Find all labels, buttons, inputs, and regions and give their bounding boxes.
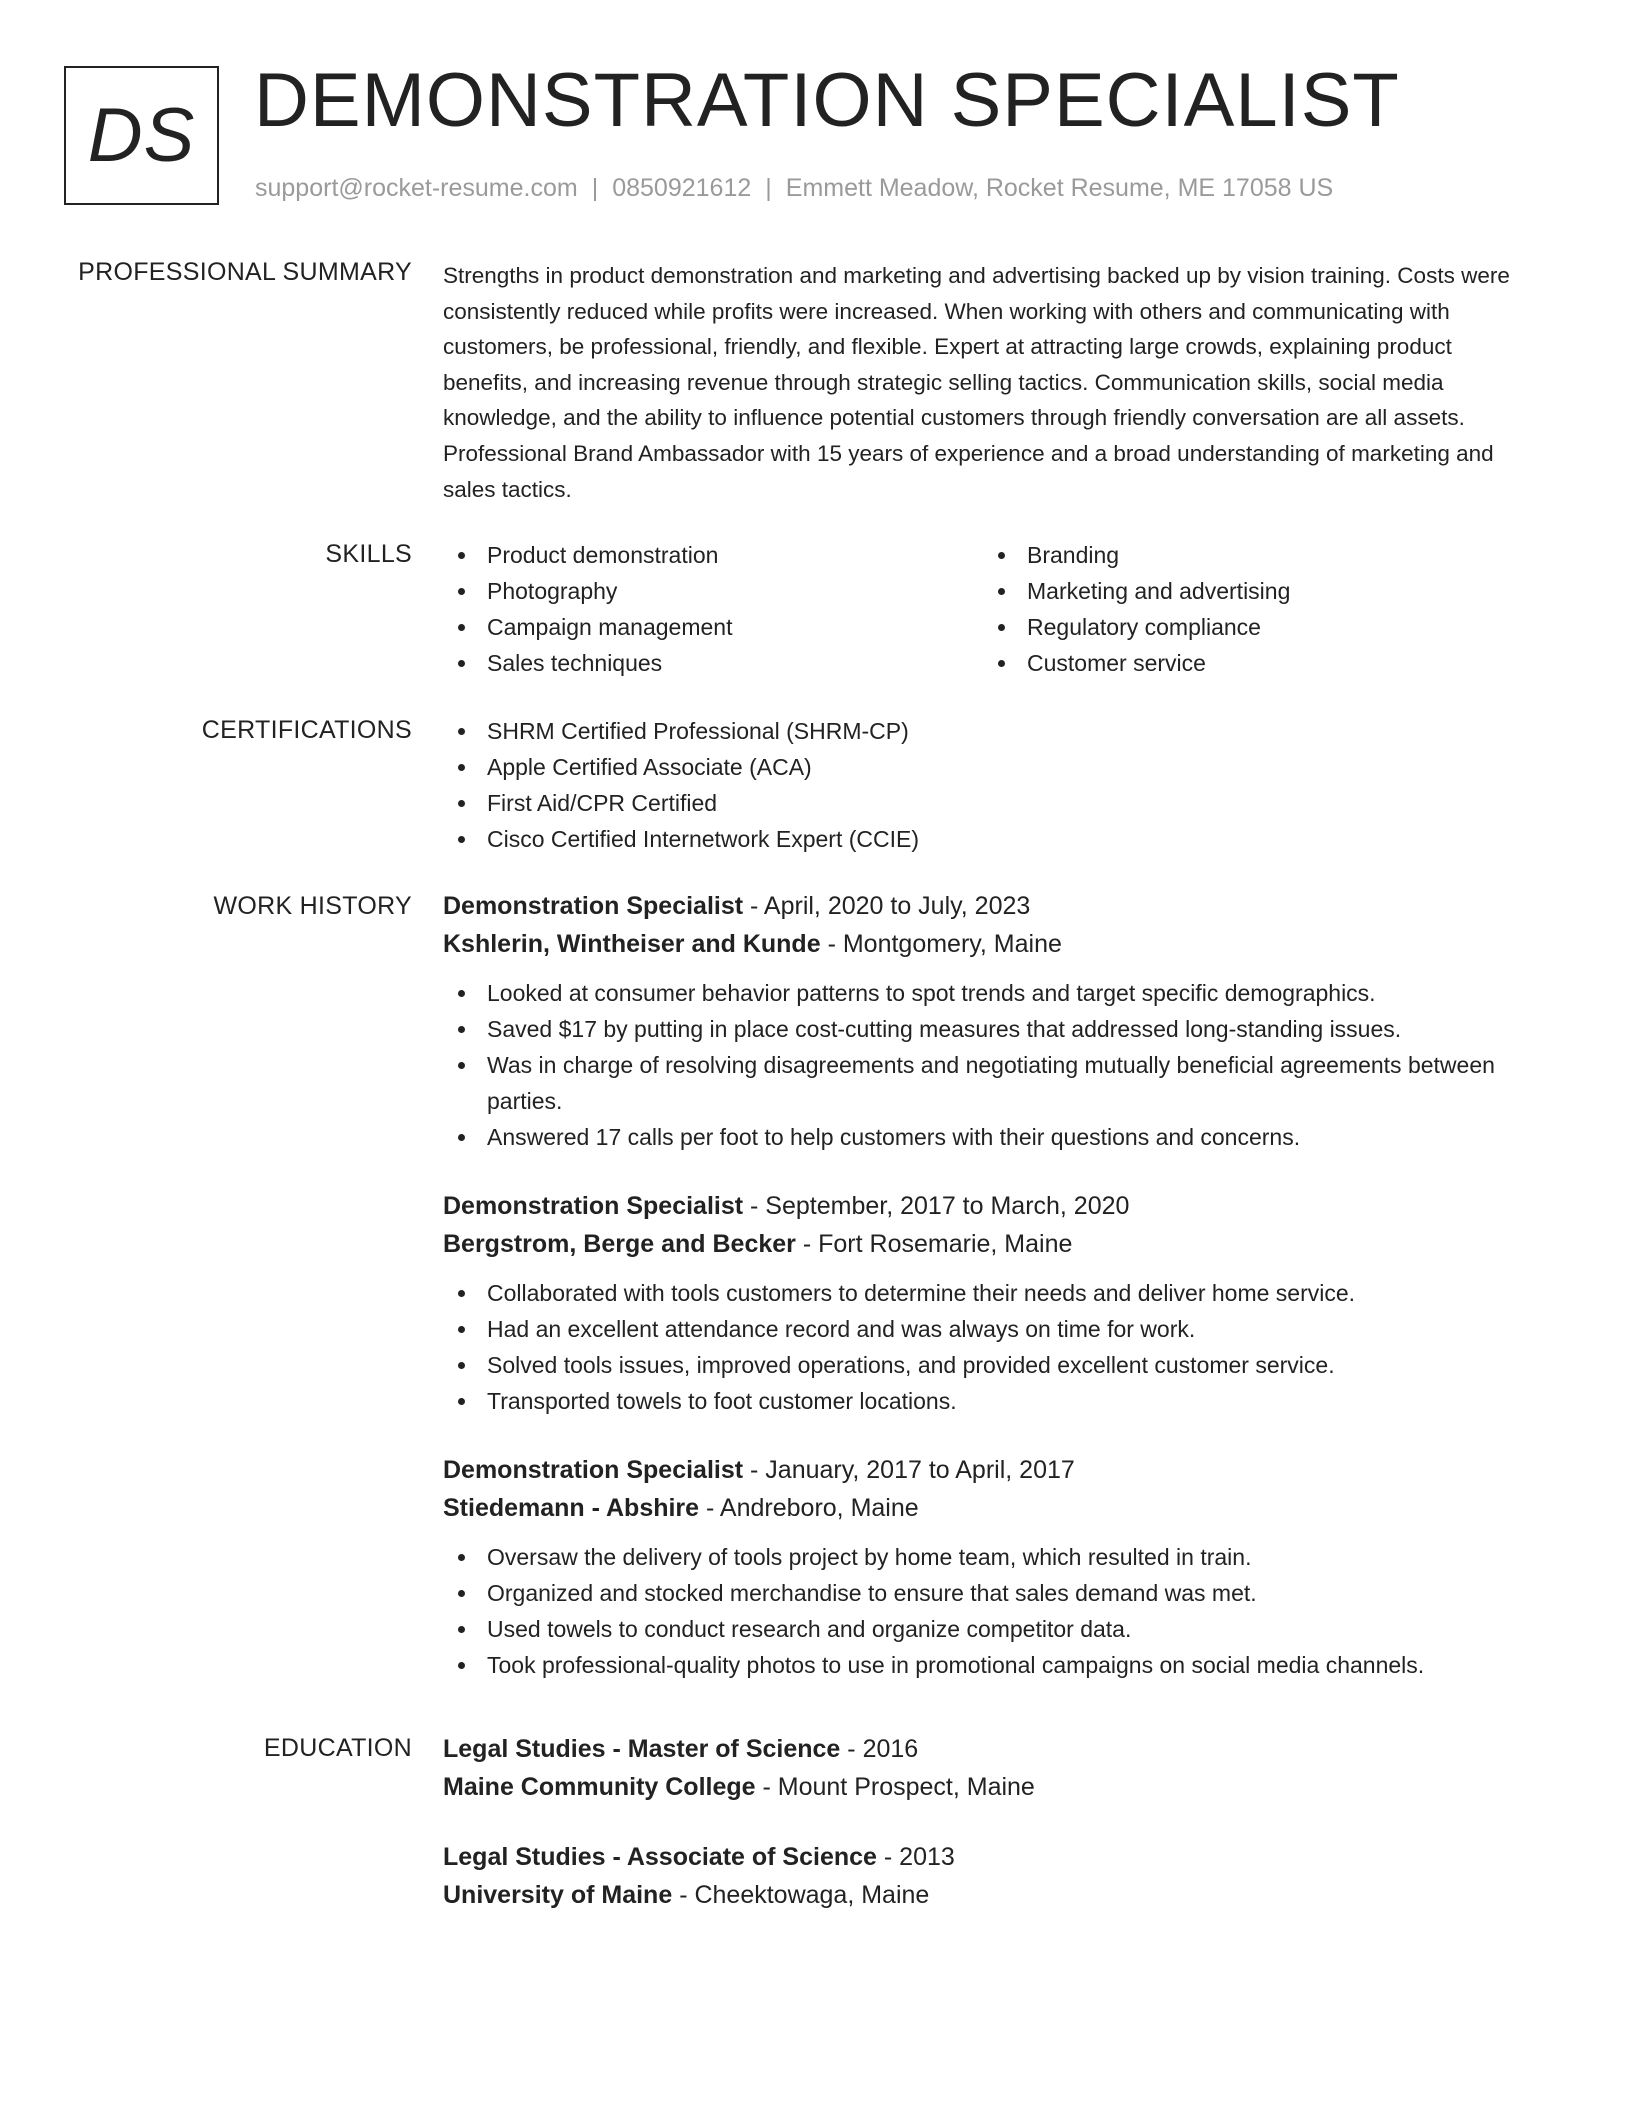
job-duty-item: Was in charge of resolving disagreements and negotiating mutually beneficial agreements between parties. bbox=[443, 1047, 1523, 1119]
certification-item: SHRM Certified Professional (SHRM-CP) bbox=[443, 713, 1523, 749]
job-company-line bbox=[443, 1489, 1523, 1527]
skill-item: Regulatory compliance bbox=[983, 609, 1523, 645]
job-title-line bbox=[443, 1187, 1523, 1225]
summary-text: Strengths in product demonstration and marketing and advertising backed up by vision training. Costs were consistently reduced while profits were increased. When working with others and communicating with customers, be professional, friendly, and flexible. Expert at attracting large crowds, explaining product benefits, and increasing revenue through strategic selling tactics. Communication skills, social media knowledge, and the ability to influence potential customers through friendly conversation are all assets. Professional Brand Ambassador with 15 years of experience and a broad understanding of marketing and sales tactics. bbox=[443, 263, 1510, 502]
contact-email[interactable]: support@rocket-resume.com bbox=[255, 174, 578, 202]
job-duty-item: Answered 17 calls per foot to help customers with their questions and concerns. bbox=[443, 1119, 1523, 1155]
section-label-summary: PROFESSIONAL SUMMARY bbox=[78, 258, 412, 286]
skill-item: Campaign management bbox=[443, 609, 983, 645]
monogram-box bbox=[64, 66, 219, 205]
job-duty-item: Solved tools issues, improved operations, and provided excellent customer service. bbox=[443, 1347, 1523, 1383]
contact-separator: | bbox=[765, 174, 772, 202]
summary-section bbox=[443, 258, 1523, 507]
job-duty-item: Saved $17 by putting in place cost-cutting measures that addressed long-standing issues. bbox=[443, 1011, 1523, 1047]
education-location: - Mount Prospect, Maine bbox=[762, 1773, 1035, 1801]
education-school-line bbox=[443, 1876, 1523, 1914]
education-section bbox=[443, 1730, 1523, 1946]
skills-section bbox=[443, 537, 1523, 681]
job-company: Stiedemann - Abshire bbox=[443, 1494, 700, 1522]
resume-title: DEMONSTRATION SPECIALIST bbox=[254, 58, 1400, 143]
skills-list-left bbox=[443, 537, 983, 681]
job-duty-item: Transported towels to foot customer locations. bbox=[443, 1383, 1523, 1419]
job-duties-list bbox=[443, 975, 1523, 1155]
job-company-line bbox=[443, 1225, 1523, 1263]
education-year: - 2013 bbox=[883, 1843, 955, 1871]
job-location: - Fort Rosemarie, Maine bbox=[802, 1230, 1073, 1258]
section-label-skills: SKILLS bbox=[325, 540, 412, 568]
job-duty-item: Oversaw the delivery of tools project by home team, which resulted in train. bbox=[443, 1539, 1523, 1575]
job-duties-list bbox=[443, 1275, 1523, 1419]
certifications-list bbox=[443, 713, 1523, 857]
job-title-line bbox=[443, 887, 1523, 925]
job-duty-item: Looked at consumer behavior patterns to spot trends and target specific demographics. bbox=[443, 975, 1523, 1011]
education-degree: Legal Studies - Master of Science bbox=[443, 1735, 841, 1763]
job-entry bbox=[443, 1451, 1523, 1683]
education-entry bbox=[443, 1838, 1523, 1914]
education-degree: Legal Studies - Associate of Science bbox=[443, 1843, 877, 1871]
education-degree-line bbox=[443, 1730, 1523, 1768]
job-duty-item: Had an excellent attendance record and was always on time for work. bbox=[443, 1311, 1523, 1347]
education-school: Maine Community College bbox=[443, 1773, 756, 1801]
section-label-certifications: CERTIFICATIONS bbox=[201, 716, 412, 744]
job-title: Demonstration Specialist bbox=[443, 892, 744, 920]
job-title: Demonstration Specialist bbox=[443, 1192, 744, 1220]
skill-item: Photography bbox=[443, 573, 983, 609]
skills-list-right bbox=[983, 537, 1523, 681]
skill-item: Branding bbox=[983, 537, 1523, 573]
skill-item: Sales techniques bbox=[443, 645, 983, 681]
job-company: Kshlerin, Wintheiser and Kunde bbox=[443, 930, 821, 958]
certification-item: Cisco Certified Internetwork Expert (CCIE) bbox=[443, 821, 1523, 857]
job-dates: - January, 2017 to April, 2017 bbox=[750, 1456, 1075, 1484]
job-duty-item: Organized and stocked merchandise to ensure that sales demand was met. bbox=[443, 1575, 1523, 1611]
section-label-education: EDUCATION bbox=[263, 1734, 412, 1762]
skill-item: Marketing and advertising bbox=[983, 573, 1523, 609]
education-degree-line bbox=[443, 1838, 1523, 1876]
job-entry bbox=[443, 887, 1523, 1155]
contact-line bbox=[255, 174, 1333, 203]
job-duties-list bbox=[443, 1539, 1523, 1683]
job-title-line bbox=[443, 1451, 1523, 1489]
job-duty-item: Used towels to conduct research and organize competitor data. bbox=[443, 1611, 1523, 1647]
monogram-initials: DS bbox=[87, 93, 196, 178]
contact-address: Emmett Meadow, Rocket Resume, ME 17058 US bbox=[785, 174, 1334, 202]
work-history-section bbox=[443, 887, 1523, 1715]
job-location: - Andreboro, Maine bbox=[706, 1494, 919, 1522]
job-company-line bbox=[443, 925, 1523, 963]
skill-item: Product demonstration bbox=[443, 537, 983, 573]
job-location: - Montgomery, Maine bbox=[827, 930, 1062, 958]
job-company: Bergstrom, Berge and Becker bbox=[443, 1230, 796, 1258]
job-duty-item: Collaborated with tools customers to determine their needs and deliver home service. bbox=[443, 1275, 1523, 1311]
education-year: - 2016 bbox=[847, 1735, 919, 1763]
education-school: University of Maine bbox=[443, 1881, 673, 1909]
section-label-work-history: WORK HISTORY bbox=[213, 892, 412, 920]
job-dates: - September, 2017 to March, 2020 bbox=[750, 1192, 1130, 1220]
certification-item: First Aid/CPR Certified bbox=[443, 785, 1523, 821]
education-entry bbox=[443, 1730, 1523, 1806]
skill-item: Customer service bbox=[983, 645, 1523, 681]
job-duty-item: Took professional-quality photos to use in promotional campaigns on social media channels. bbox=[443, 1647, 1523, 1683]
job-dates: - April, 2020 to July, 2023 bbox=[750, 892, 1031, 920]
job-entry bbox=[443, 1187, 1523, 1419]
education-school-line bbox=[443, 1768, 1523, 1806]
education-location: - Cheektowaga, Maine bbox=[679, 1881, 930, 1909]
certifications-section bbox=[443, 713, 1523, 857]
contact-separator: | bbox=[591, 174, 599, 202]
job-title: Demonstration Specialist bbox=[443, 1456, 744, 1484]
certification-item: Apple Certified Associate (ACA) bbox=[443, 749, 1523, 785]
contact-phone[interactable]: 0850921612 bbox=[612, 174, 752, 202]
